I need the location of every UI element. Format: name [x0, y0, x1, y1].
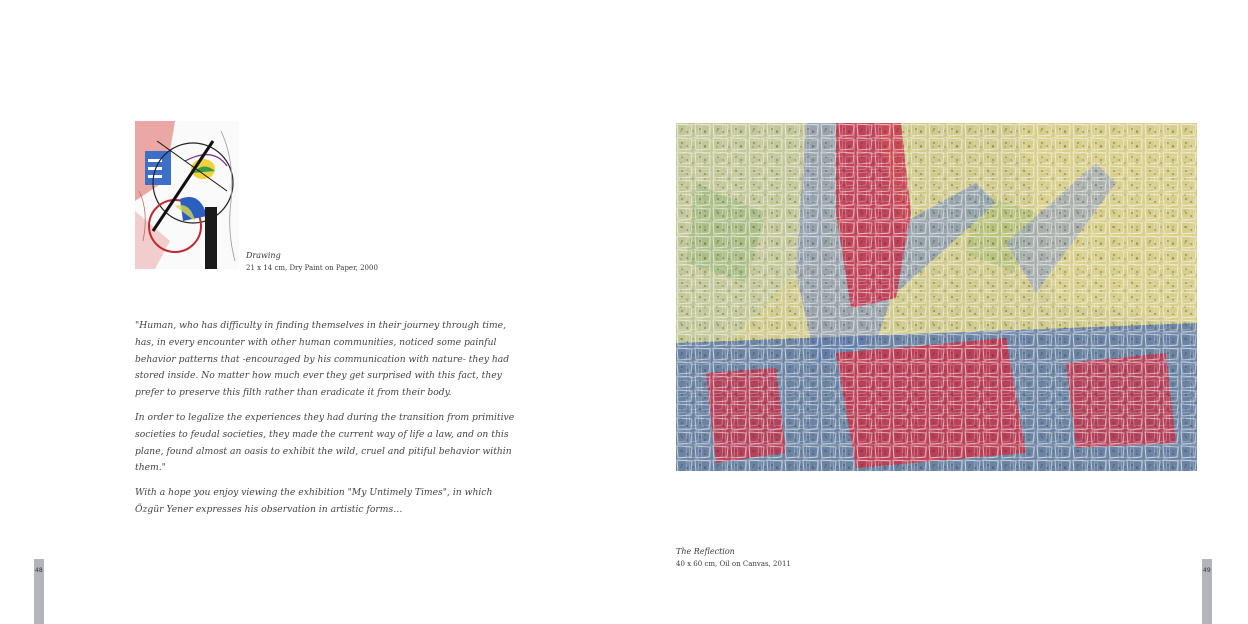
drawing-artwork-image [135, 121, 239, 269]
painting-caption [676, 545, 791, 571]
painting-title: The Reflection [676, 547, 735, 556]
quote-paragraph-1: "Human, who has difficulty in finding themselves in their journey through time, has, in every encounter with other human communities, noticed some painful behavior patterns that -encouraged by his communication with nature- they had stored inside. No matter how much ever they get surprised with this fact, they prefer to preserve this filth rather than eradicate it from their body. [135, 320, 510, 399]
exhibition-quote [135, 318, 515, 527]
right-page-number: 49 [1203, 567, 1211, 574]
left-page-number: 48 [35, 567, 43, 574]
drawing-title: Drawing [246, 251, 281, 260]
drawing-details: 21 x 14 cm, Dry Paint on Paper, 2000 [246, 264, 378, 272]
painting-artwork-image [676, 123, 1197, 471]
painting-details: 40 x 60 cm, Oil on Canvas, 2011 [676, 560, 791, 568]
quote-paragraph-2: In order to legalize the experiences they had during the transition from primitive societies to feudal societies, they made the current way of life a law, and on this plane, found almost an oasis to exhibit the wild, cruel and pitiful behavior within them." [135, 411, 515, 474]
quote-paragraph-3: With a hope you enjoy viewing the exhibition "My Untimely Times", in which Özgür Yener expresses his observation in artistic forms… [135, 487, 493, 515]
drawing-caption [246, 249, 378, 275]
